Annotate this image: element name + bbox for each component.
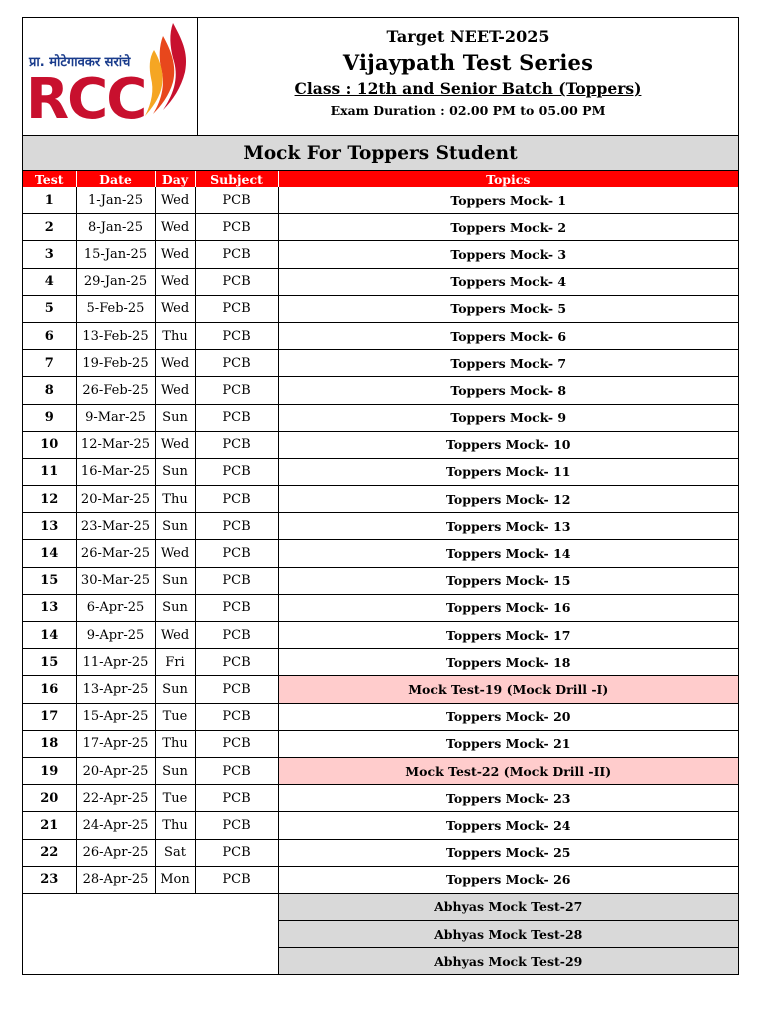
day-cell: Sat (155, 839, 195, 866)
table-row (23, 214, 738, 241)
abhyas-row (23, 893, 738, 920)
date-cell: 1-Jan-25 (76, 187, 155, 214)
subject-cell: PCB (195, 649, 278, 676)
table-row (23, 567, 738, 594)
subject-cell: PCB (195, 513, 278, 540)
table-row (23, 431, 738, 458)
date-cell: 8-Jan-25 (76, 214, 155, 241)
schedule-table (23, 171, 738, 974)
subject-cell: PCB (195, 187, 278, 214)
test-cell: 7 (23, 350, 76, 377)
table-row (23, 404, 738, 431)
day-cell: Sun (155, 567, 195, 594)
test-cell: 16 (23, 676, 76, 703)
test-cell: 15 (23, 649, 76, 676)
table-row (23, 513, 738, 540)
day-cell: Sun (155, 757, 195, 784)
test-cell: 13 (23, 513, 76, 540)
topic-cell: Toppers Mock- 8 (278, 377, 738, 404)
topic-cell: Toppers Mock- 6 (278, 322, 738, 349)
test-cell: 22 (23, 839, 76, 866)
topic-cell: Toppers Mock- 7 (278, 350, 738, 377)
day-cell: Sun (155, 458, 195, 485)
test-cell: 9 (23, 404, 76, 431)
topic-cell: Toppers Mock- 20 (278, 703, 738, 730)
table-row (23, 703, 738, 730)
topic-cell: Toppers Mock- 4 (278, 268, 738, 295)
test-cell: 12 (23, 486, 76, 513)
table-row (23, 377, 738, 404)
date-cell: 26-Apr-25 (76, 839, 155, 866)
day-cell: Wed (155, 214, 195, 241)
topic-cell: Toppers Mock- 1 (278, 187, 738, 214)
subject-cell: PCB (195, 322, 278, 349)
table-row (23, 839, 738, 866)
test-cell: 8 (23, 377, 76, 404)
subject-cell: PCB (195, 458, 278, 485)
subject-cell: PCB (195, 350, 278, 377)
topic-cell: Toppers Mock- 10 (278, 431, 738, 458)
subject-cell: PCB (195, 486, 278, 513)
day-cell: Wed (155, 187, 195, 214)
day-cell: Sun (155, 513, 195, 540)
test-cell: 14 (23, 622, 76, 649)
topic-cell: Toppers Mock- 15 (278, 567, 738, 594)
table-row (23, 649, 738, 676)
table-row (23, 866, 738, 893)
day-cell: Wed (155, 268, 195, 295)
subject-cell: PCB (195, 785, 278, 812)
test-cell: 5 (23, 295, 76, 322)
day-cell: Mon (155, 866, 195, 893)
date-cell: 6-Apr-25 (76, 594, 155, 621)
table-row (23, 540, 738, 567)
date-cell: 19-Feb-25 (76, 350, 155, 377)
subject-cell: PCB (195, 866, 278, 893)
table-row (23, 730, 738, 757)
table-row (23, 458, 738, 485)
date-cell: 15-Jan-25 (76, 241, 155, 268)
day-cell: Sun (155, 676, 195, 703)
day-cell: Fri (155, 649, 195, 676)
subject-cell: PCB (195, 540, 278, 567)
table-row (23, 241, 738, 268)
date-cell: 28-Apr-25 (76, 866, 155, 893)
target-title: Target NEET-2025 (386, 27, 550, 46)
day-cell: Thu (155, 812, 195, 839)
topic-cell: Toppers Mock- 9 (278, 404, 738, 431)
subject-cell: PCB (195, 812, 278, 839)
date-cell: 26-Feb-25 (76, 377, 155, 404)
topic-cell: Toppers Mock- 25 (278, 839, 738, 866)
subject-cell: PCB (195, 703, 278, 730)
day-cell: Wed (155, 295, 195, 322)
test-cell: 17 (23, 703, 76, 730)
table-row (23, 594, 738, 621)
subject-cell: PCB (195, 377, 278, 404)
schedule-sheet (22, 17, 739, 975)
test-cell: 11 (23, 458, 76, 485)
subject-cell: PCB (195, 268, 278, 295)
day-cell: Tue (155, 703, 195, 730)
subject-cell: PCB (195, 295, 278, 322)
day-cell: Wed (155, 622, 195, 649)
series-title: Vijaypath Test Series (342, 50, 594, 75)
day-cell: Wed (155, 540, 195, 567)
date-cell: 22-Apr-25 (76, 785, 155, 812)
logo-marathi-text: प्रा. मोटेगावकर सरांचे (29, 55, 131, 70)
day-cell: Thu (155, 486, 195, 513)
topic-cell: Toppers Mock- 11 (278, 458, 738, 485)
subject-cell: PCB (195, 214, 278, 241)
test-cell: 2 (23, 214, 76, 241)
date-cell: 23-Mar-25 (76, 513, 155, 540)
date-cell: 11-Apr-25 (76, 649, 155, 676)
subject-cell: PCB (195, 757, 278, 784)
blank-cell (23, 893, 278, 974)
date-cell: 9-Mar-25 (76, 404, 155, 431)
exam-duration: Exam Duration : 02.00 PM to 05.00 PM (330, 103, 606, 118)
table-row (23, 322, 738, 349)
subject-cell: PCB (195, 431, 278, 458)
test-cell: 15 (23, 567, 76, 594)
date-cell: 30-Mar-25 (76, 567, 155, 594)
date-cell: 9-Apr-25 (76, 622, 155, 649)
col-header-test: Test (23, 171, 76, 187)
date-cell: 20-Apr-25 (76, 757, 155, 784)
table-row (23, 295, 738, 322)
topic-cell: Toppers Mock- 5 (278, 295, 738, 322)
col-header-date: Date (76, 171, 155, 187)
day-cell: Wed (155, 431, 195, 458)
topic-cell: Mock Test-22 (Mock Drill -II) (278, 757, 738, 784)
class-line: Class : 12th and Senior Batch (Toppers) (294, 79, 642, 98)
topic-cell: Toppers Mock- 3 (278, 241, 738, 268)
topic-cell: Toppers Mock- 26 (278, 866, 738, 893)
date-cell: 13-Apr-25 (76, 676, 155, 703)
topic-cell: Toppers Mock- 12 (278, 486, 738, 513)
table-row (23, 812, 738, 839)
topic-cell: Toppers Mock- 13 (278, 513, 738, 540)
table-row (23, 187, 738, 214)
day-cell: Tue (155, 785, 195, 812)
test-cell: 10 (23, 431, 76, 458)
subject-cell: PCB (195, 404, 278, 431)
test-cell: 3 (23, 241, 76, 268)
table-row (23, 268, 738, 295)
day-cell: Wed (155, 350, 195, 377)
date-cell: 13-Feb-25 (76, 322, 155, 349)
day-cell: Wed (155, 241, 195, 268)
topic-cell: Toppers Mock- 2 (278, 214, 738, 241)
col-header-day: Day (155, 171, 195, 187)
test-cell: 4 (23, 268, 76, 295)
table-row (23, 785, 738, 812)
table-row (23, 350, 738, 377)
date-cell: 16-Mar-25 (76, 458, 155, 485)
col-header-topics: Topics (278, 171, 738, 187)
test-cell: 19 (23, 757, 76, 784)
day-cell: Thu (155, 322, 195, 349)
subject-cell: PCB (195, 567, 278, 594)
col-header-subject: Subject (195, 171, 278, 187)
subject-cell: PCB (195, 730, 278, 757)
topic-cell: Toppers Mock- 23 (278, 785, 738, 812)
day-cell: Thu (155, 730, 195, 757)
date-cell: 15-Apr-25 (76, 703, 155, 730)
test-cell: 23 (23, 866, 76, 893)
test-cell: 20 (23, 785, 76, 812)
test-cell: 14 (23, 540, 76, 567)
table-header-row (23, 171, 738, 187)
topic-cell: Toppers Mock- 24 (278, 812, 738, 839)
topic-cell: Toppers Mock- 21 (278, 730, 738, 757)
test-cell: 1 (23, 187, 76, 214)
header-text (198, 18, 738, 135)
topic-cell: Toppers Mock- 16 (278, 594, 738, 621)
test-cell: 18 (23, 730, 76, 757)
day-cell: Wed (155, 377, 195, 404)
header (23, 18, 738, 136)
day-cell: Sun (155, 404, 195, 431)
date-cell: 12-Mar-25 (76, 431, 155, 458)
date-cell: 29-Jan-25 (76, 268, 155, 295)
abhyas-topic-cell: Abhyas Mock Test-28 (278, 921, 738, 948)
date-cell: 20-Mar-25 (76, 486, 155, 513)
date-cell: 26-Mar-25 (76, 540, 155, 567)
test-cell: 13 (23, 594, 76, 621)
topic-cell: Toppers Mock- 18 (278, 649, 738, 676)
rcc-logo (23, 18, 198, 135)
test-cell: 21 (23, 812, 76, 839)
date-cell: 24-Apr-25 (76, 812, 155, 839)
topic-cell: Toppers Mock- 17 (278, 622, 738, 649)
table-row (23, 757, 738, 784)
subject-cell: PCB (195, 241, 278, 268)
abhyas-topic-cell: Abhyas Mock Test-29 (278, 948, 738, 975)
date-cell: 5-Feb-25 (76, 295, 155, 322)
table-row (23, 676, 738, 703)
topic-cell: Mock Test-19 (Mock Drill -I) (278, 676, 738, 703)
logo-brand-text: RCC (26, 67, 146, 132)
abhyas-topic-cell: Abhyas Mock Test-27 (278, 893, 738, 920)
table-row (23, 486, 738, 513)
section-title: Mock For Toppers Student (23, 136, 738, 171)
day-cell: Sun (155, 594, 195, 621)
test-cell: 6 (23, 322, 76, 349)
table-row (23, 622, 738, 649)
subject-cell: PCB (195, 676, 278, 703)
date-cell: 17-Apr-25 (76, 730, 155, 757)
topic-cell: Toppers Mock- 14 (278, 540, 738, 567)
subject-cell: PCB (195, 839, 278, 866)
subject-cell: PCB (195, 622, 278, 649)
subject-cell: PCB (195, 594, 278, 621)
